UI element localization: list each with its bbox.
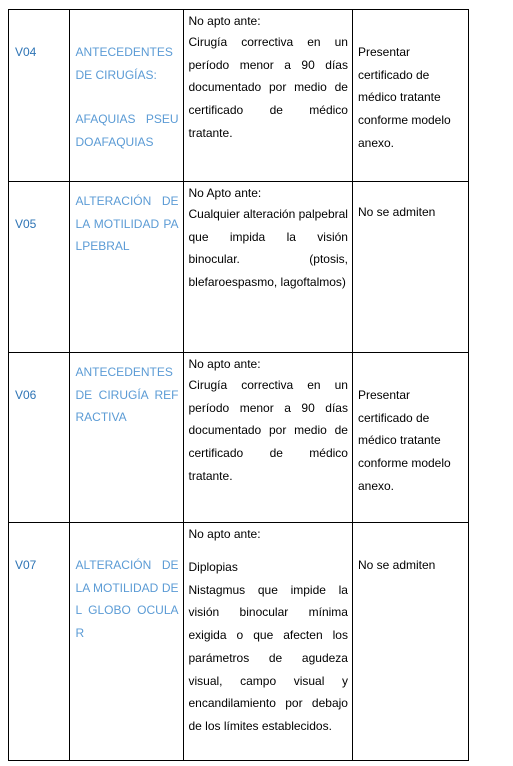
row-title — [69, 182, 183, 353]
row-title — [69, 10, 183, 182]
row-requirement: Presentar certificado de médico tratante conforme modelo anexo. — [352, 10, 468, 182]
criteria-item: Diplopias — [188, 560, 238, 574]
criteria-item: Nistagmus que impide la visión binocular mínima exigida o que afecten los parámetros de agudeza visual, campo visual y encandilamiento por debajo de los límites establecidos. — [188, 582, 348, 733]
row-title — [69, 353, 183, 523]
table-row — [9, 523, 469, 761]
criteria-head: No apto ante: — [188, 527, 261, 541]
row-criteria — [183, 182, 352, 353]
row-criteria — [183, 10, 352, 182]
table-row — [9, 182, 469, 353]
row-code: V04 — [9, 10, 70, 182]
row-title-text: ALTERACIÓN DE LA MOTILIDAD PALPEBRAL — [75, 194, 179, 254]
row-criteria — [183, 353, 352, 523]
medical-criteria-table — [8, 9, 469, 761]
row-requirement: No se admiten — [352, 182, 468, 353]
table-row — [9, 10, 469, 182]
row-title-text: ANTECEDENTES DE CIRUGÍAS: — [75, 45, 173, 82]
criteria-head: No apto ante: — [188, 14, 261, 28]
row-code: V06 — [9, 353, 70, 523]
row-code: V05 — [9, 182, 70, 353]
criteria-head: No apto ante: — [188, 357, 261, 371]
criteria-body: Cirugía correctiva en un período menor a 90 días documentado por medio de certificado de médico tratante. — [188, 378, 348, 483]
criteria-body: Cirugía correctiva en un período menor a 90 días documentado por medio de certificado de médico tratante. — [188, 35, 348, 140]
criteria-body: Cualquier alteración palpebral que impida la visión binocular. (ptosis, blefaroespasmo, lagoftalmos) — [188, 207, 348, 290]
row-criteria — [183, 523, 352, 761]
row-code: V07 — [9, 523, 70, 761]
row-requirement: Presentar certificado de médico tratante conforme modelo anexo. — [352, 353, 468, 523]
row-title-text: ALTERACIÓN DE LA MOTILIDAD DEL GLOBO OCULAR — [75, 558, 179, 641]
row-subtitle-text: AFAQUIAS PSEUDOAFAQUIAS — [75, 112, 179, 150]
table-row — [9, 353, 469, 523]
criteria-head: No Apto ante: — [188, 186, 262, 200]
row-title-text: ANTECEDENTES DE CIRUGÍA REFRACTIVA — [75, 365, 179, 425]
row-requirement: No se admiten — [352, 523, 468, 761]
row-title — [69, 523, 183, 761]
